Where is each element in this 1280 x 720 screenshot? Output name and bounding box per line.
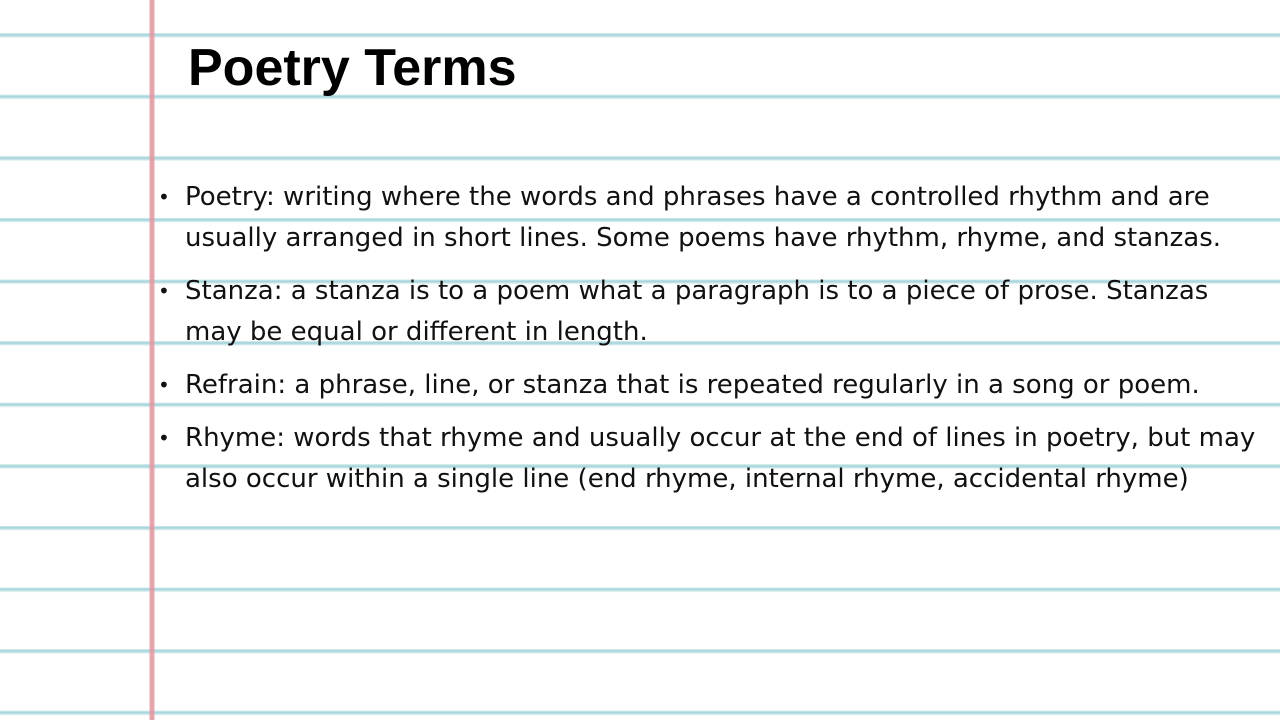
notebook-margin-line — [149, 0, 155, 720]
bullet-dot-icon: • — [158, 279, 170, 303]
bullet-dot-icon: • — [158, 426, 170, 450]
bullet-item-refrain — [158, 365, 1258, 406]
bullet-item-stanza — [158, 271, 1258, 353]
bullet-list — [158, 177, 1258, 512]
bullet-text: Rhyme: words that rhyme and usually occur at the end of lines in poetry, but may also occur within a single line (end rhyme, internal rhyme, accidental rhyme) — [185, 423, 1256, 494]
bullet-item-poetry — [158, 177, 1258, 259]
bullet-text: Stanza: a stanza is to a poem what a paragraph is to a piece of prose. Stanzas may be equal or different in length. — [185, 276, 1209, 347]
slide-title: Poetry Terms — [188, 39, 517, 97]
bullet-text: Refrain: a phrase, line, or stanza that is repeated regularly in a song or poem. — [185, 370, 1200, 400]
bullet-text: Poetry: writing where the words and phrases have a controlled rhythm and are usually arranged in short lines. Some poems have rhythm, rhyme, and stanzas. — [185, 182, 1222, 253]
bullet-dot-icon: • — [158, 373, 170, 397]
bullet-item-rhyme — [158, 418, 1258, 500]
bullet-dot-icon: • — [158, 185, 170, 209]
